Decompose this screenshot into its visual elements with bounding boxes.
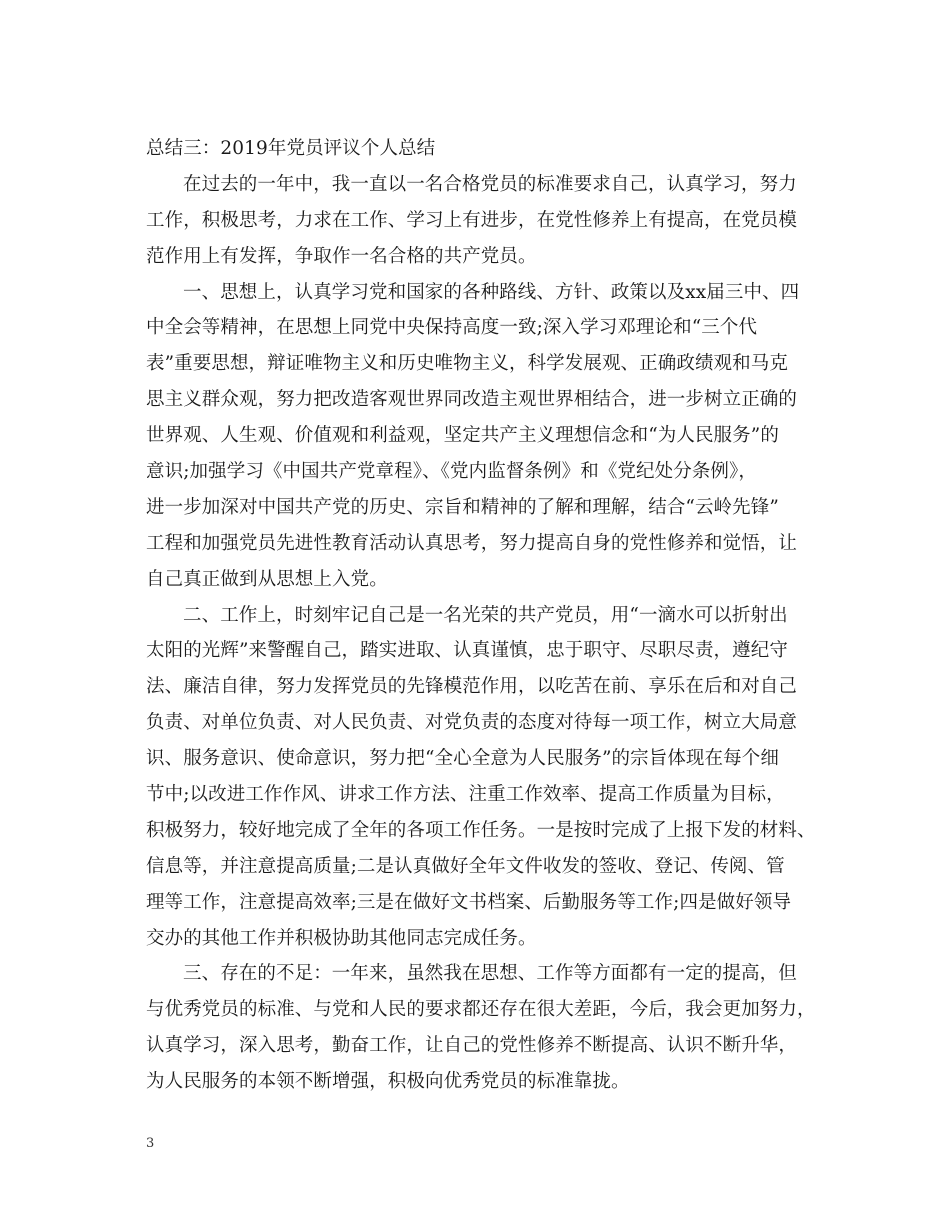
text-line: 在过去的一年中，我一直以一名合格党员的标准要求自己，认真学习，努力 <box>183 173 797 195</box>
text-line: 信息等，并注意提高质量;二是认真做好全年文件收发的签收、登记、传阅、管 <box>146 855 785 877</box>
text-line: 中全会等精神，在思想上同党中央保持高度一致;深入学习邓理论和“三个代 <box>146 317 758 339</box>
text-line: 识、服务意识、使命意识，努力把“全心全意为人民服务”的宗旨体现在每个细 <box>146 748 779 770</box>
text-line: 理等工作，注意提高效率;三是在做好文书档案、后勤服务等工作;四是做好领导 <box>146 891 792 913</box>
text-line: 世界观、人生观、价值观和利益观，坚定共产主义理想信念和“为人民服务”的 <box>146 425 779 447</box>
text-line: 表”重要思想，辩证唯物主义和历史唯物主义，科学发展观、正确政绩观和马克 <box>146 353 788 375</box>
page-number: 3 <box>146 1136 155 1151</box>
text-line: 工作，积极思考，力求在工作、学习上有进步，在党性修养上有提高，在党员模 <box>146 209 798 231</box>
text-line: 思主义群众观，努力把改造客观世界同改造主观世界相结合，进一步树立正确的 <box>146 389 798 411</box>
document-heading: 总结三：2019年党员评议个人总结 <box>146 138 436 159</box>
text-line: 认真学习，深入思考，勤奋工作，让自己的党性修养不断提高、认识不断升华， <box>146 1035 798 1057</box>
text-line: 节中;以改进工作作风、讲求工作方法、注重工作效率、提高工作质量为目标， <box>146 784 785 806</box>
text-line: 范作用上有发挥，争取作一名合格的共产党员。 <box>146 245 537 267</box>
text-line: 三、存在的不足：一年来，虽然我在思想、工作等方面都有一定的提高，但 <box>183 963 797 985</box>
text-line: 进一步加深对中国共产党的历史、宗旨和精神的了解和理解，结合“云岭先锋” <box>146 496 779 518</box>
text-line: 一、思想上，认真学习党和国家的各种路线、方针、政策以及xx届三中、四 <box>183 281 800 303</box>
text-line: 为人民服务的本领不断增强，积极向优秀党员的标准靠拢。 <box>146 1071 630 1093</box>
text-line: 自己真正做到从思想上入党。 <box>146 568 388 590</box>
text-line: 二、工作上，时刻牢记自己是一名光荣的共产党员，用“一滴水可以折射出 <box>183 604 788 626</box>
text-line: 与优秀党员的标准、与党和人民的要求都还存在很大差距，今后，我会更加努力， <box>146 999 816 1021</box>
text-line: 积极努力，较好地完成了全年的各项工作任务。一是按时完成了上报下发的材料、 <box>146 819 816 841</box>
text-line: 太阳的光辉”来警醒自己，踏实进取、认真谨慎，忠于职守、尽职尽责，遵纪守 <box>146 640 788 662</box>
text-line: 意识;加强学习《中国共产党章程》、《党内监督条例》和《党纪处分条例》， <box>146 461 757 483</box>
text-line: 负责、对单位负责、对人民负责、对党负责的态度对待每一项工作，树立大局意 <box>146 712 798 734</box>
text-line: 法、廉洁自律，努力发挥党员的先锋模范作用，以吃苦在前、享乐在后和对自己 <box>146 676 798 698</box>
text-line: 工程和加强党员先进性教育活动认真思考，努力提高自身的党性修养和觉悟，让 <box>146 532 798 554</box>
text-line: 交办的其他工作并积极协助其他同志完成任务。 <box>146 927 537 949</box>
document-body <box>146 131 816 1100</box>
